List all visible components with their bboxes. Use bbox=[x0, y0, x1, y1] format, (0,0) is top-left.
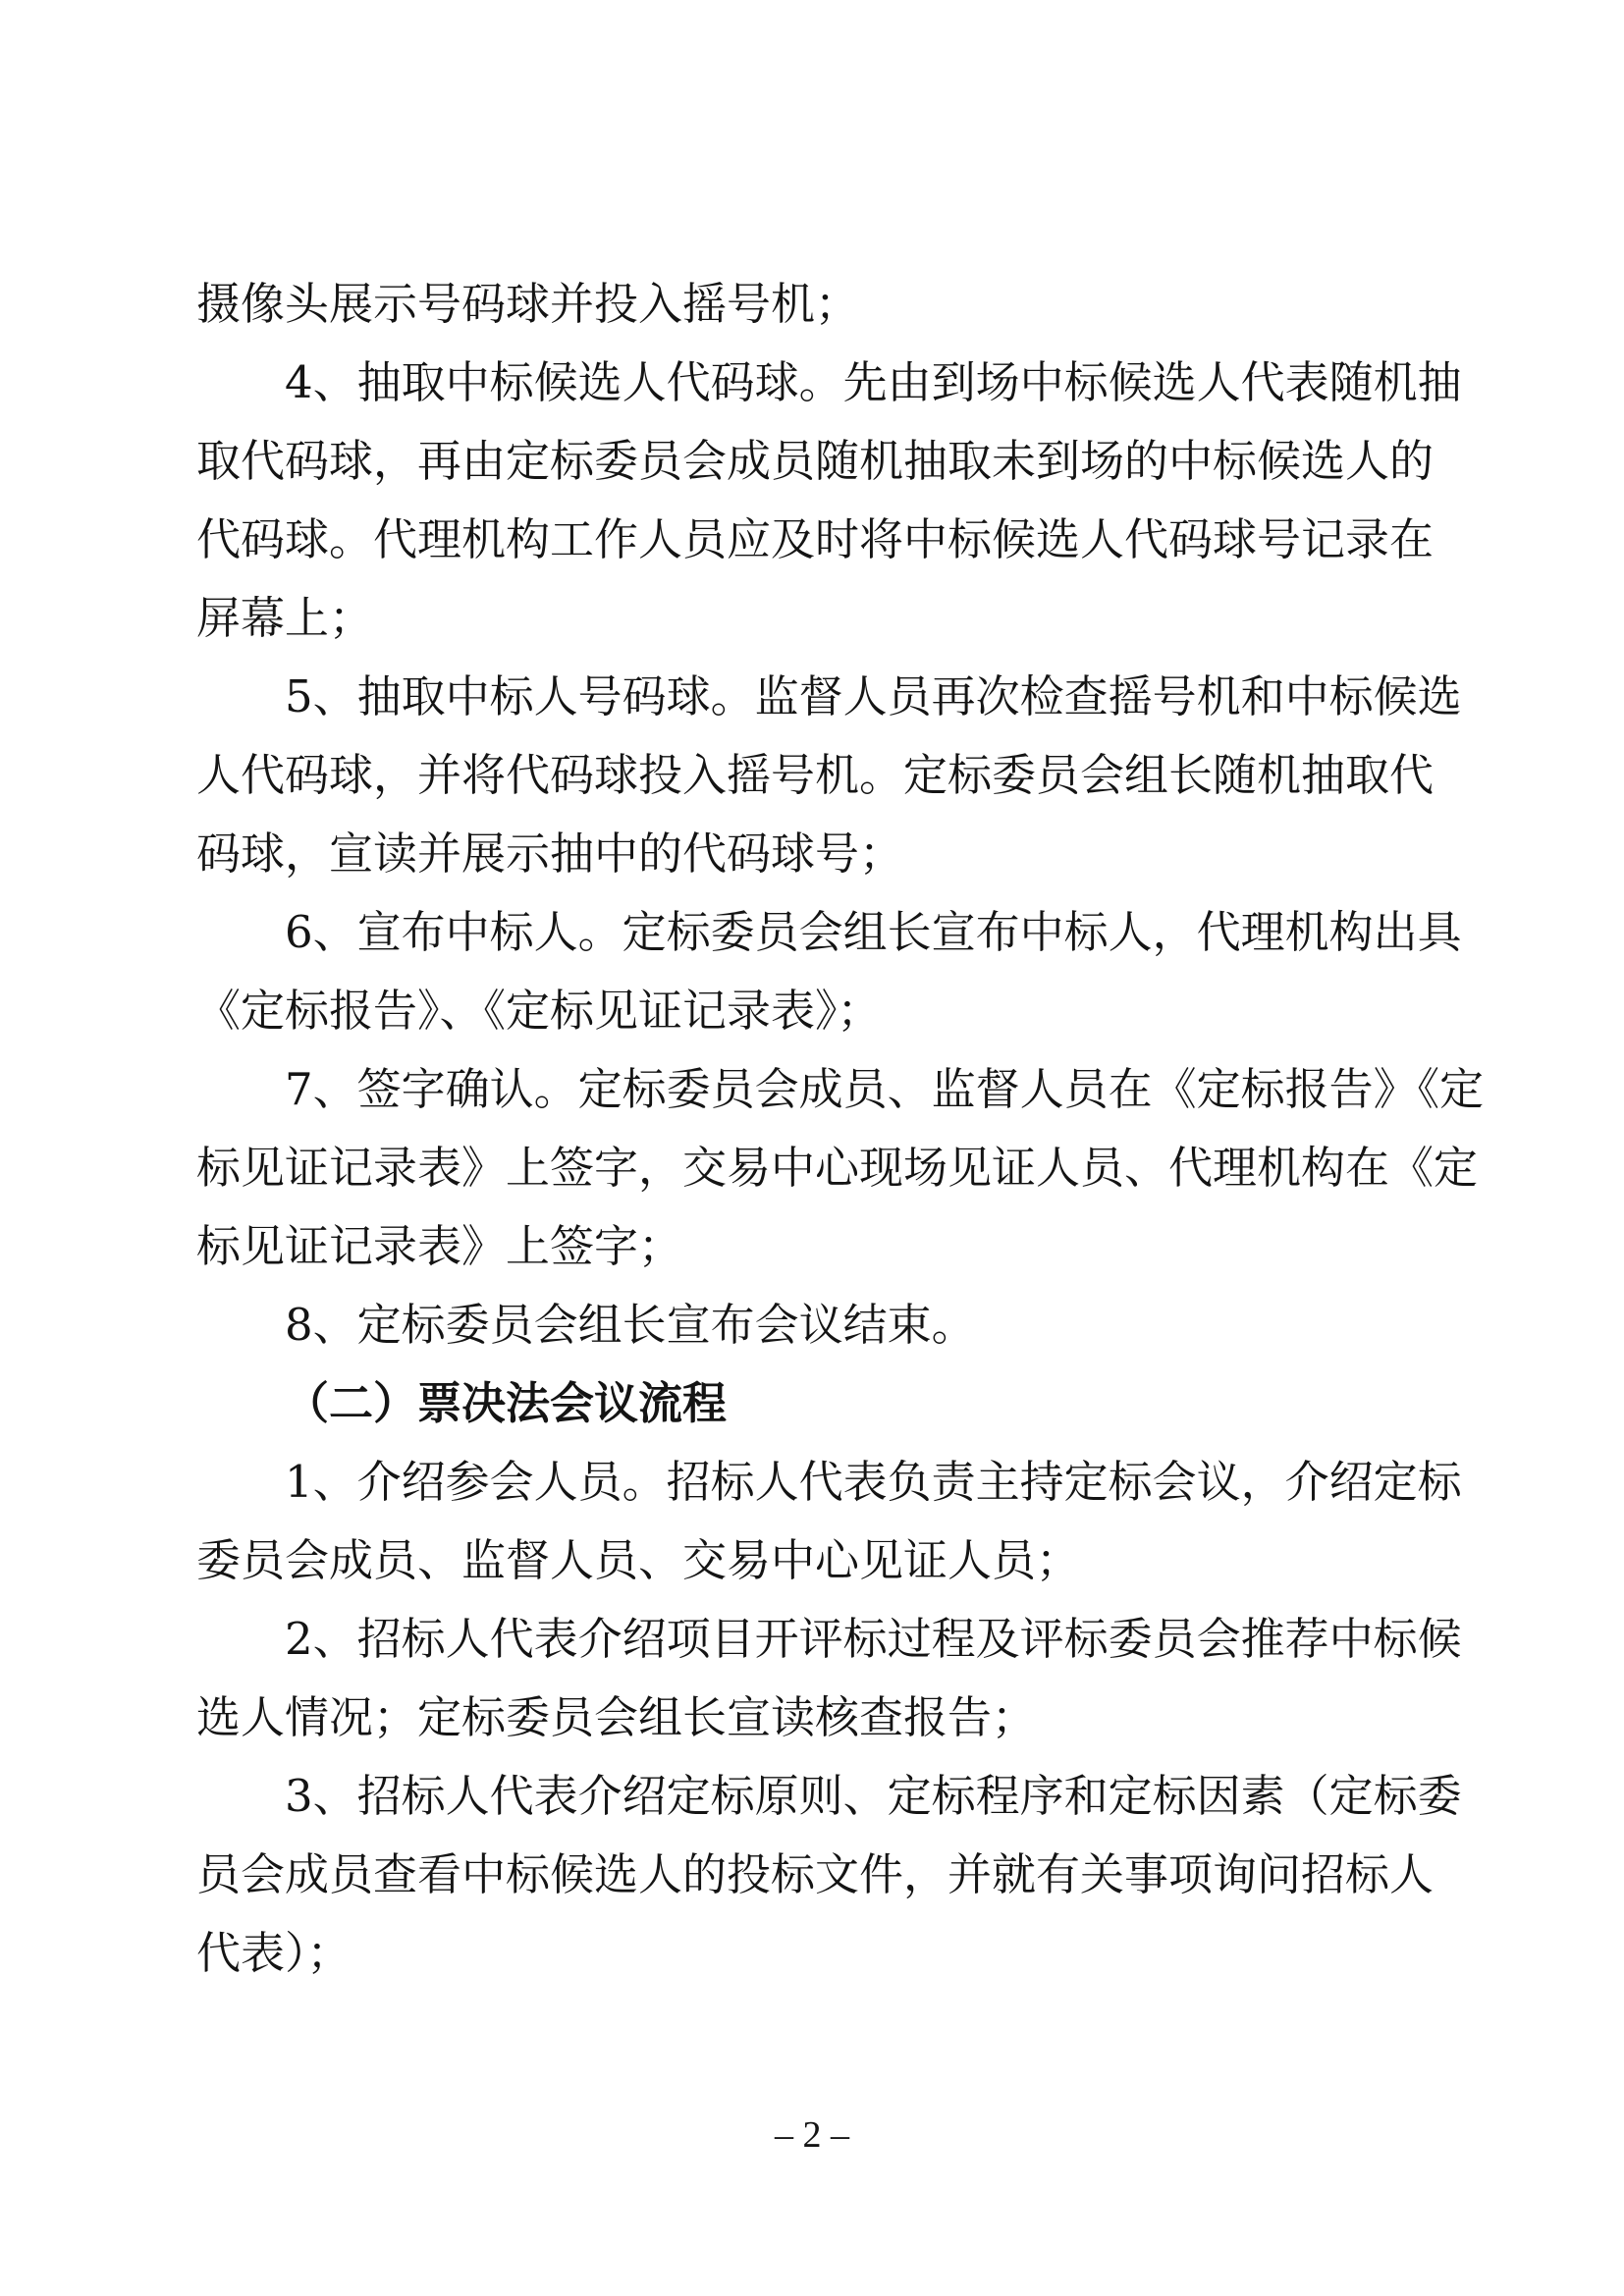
text-line: 《定标报告》、《定标见证记录表》； bbox=[196, 985, 882, 1037]
text-line: 代表）； bbox=[196, 1927, 352, 1979]
text-line: 8、定标委员会组长宣布会议结束。 bbox=[285, 1299, 976, 1351]
text-line: 摄像头展示号码球并投入摇号机； bbox=[196, 278, 860, 330]
text-line: 6、宣布中标人。定标委员会组长宣布中标人，代理机构出具 bbox=[285, 906, 1462, 958]
text-line: 选人情况；定标委员会组长宣读核查报告； bbox=[196, 1691, 1037, 1743]
text-line: 标见证记录表》上签字； bbox=[196, 1220, 683, 1272]
page-number: – 2 – bbox=[775, 2114, 849, 2156]
text-line: 4、抽取中标候选人代码球。先由到场中标候选人代表随机抽 bbox=[285, 356, 1462, 408]
text-line: 码球，宣读并展示抽中的代码球号； bbox=[196, 828, 904, 880]
text-line: 3、招标人代表介绍定标原则、定标程序和定标因素（定标委 bbox=[285, 1770, 1462, 1822]
text-line: 7、签字确认。定标委员会成员、监督人员在《定标报告》《定 bbox=[285, 1063, 1485, 1115]
section-heading: （二）票决法会议流程 bbox=[285, 1377, 728, 1429]
text-line: 代码球。代理机构工作人员应及时将中标候选人代码球号记录在 bbox=[196, 513, 1435, 565]
text-line: 委员会成员、监督人员、交易中心见证人员； bbox=[196, 1534, 1081, 1586]
text-line: 屏幕上； bbox=[196, 592, 374, 644]
text-line: 取代码球，再由定标委员会成员随机抽取未到场的中标候选人的 bbox=[196, 435, 1435, 487]
text-line: 标见证记录表》上签字，交易中心现场见证人员、代理机构在《定 bbox=[196, 1142, 1479, 1194]
text-line: 5、抽取中标人号码球。监督人员再次检查摇号机和中标候选 bbox=[285, 670, 1462, 722]
text-line: 人代码球，并将代码球投入摇号机。定标委员会组长随机抽取代 bbox=[196, 749, 1435, 801]
text-line: 员会成员查看中标候选人的投标文件，并就有关事项询问招标人 bbox=[196, 1848, 1435, 1900]
text-line: 2、招标人代表介绍项目开评标过程及评标委员会推荐中标候 bbox=[285, 1613, 1462, 1665]
text-line: 1、介绍参会人员。招标人代表负责主持定标会议，介绍定标 bbox=[285, 1456, 1462, 1508]
